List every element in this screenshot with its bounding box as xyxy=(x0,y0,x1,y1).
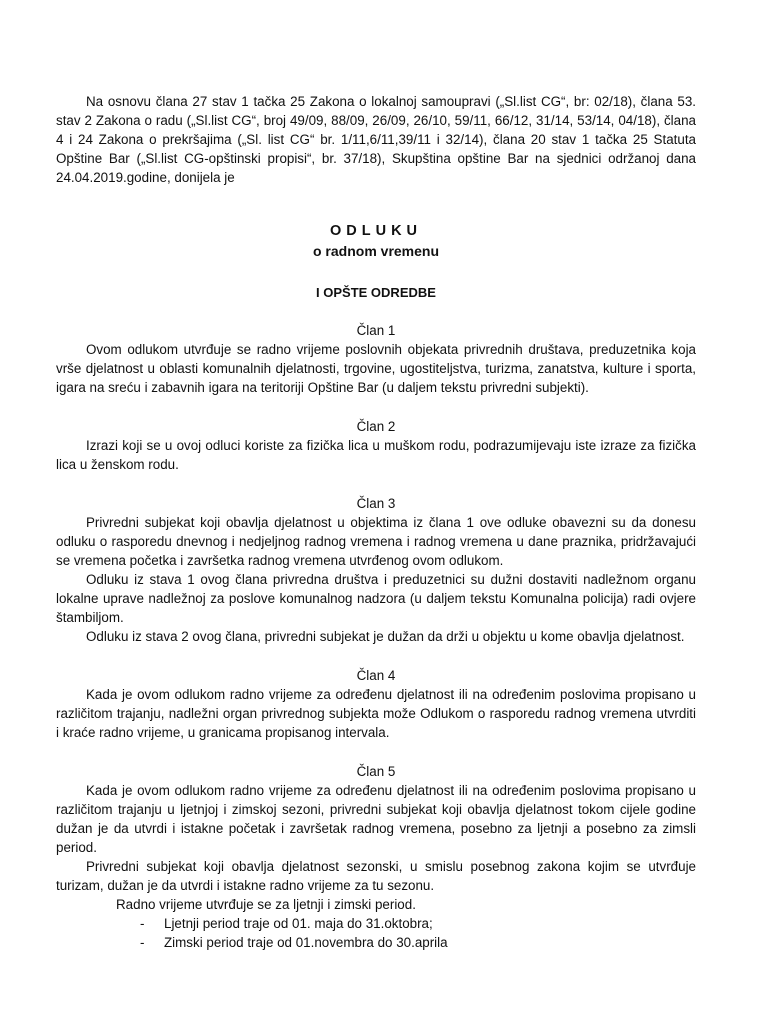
list-item xyxy=(140,914,696,933)
dash-bullet: - xyxy=(140,935,145,950)
document-title: ODLUKU xyxy=(329,223,423,239)
article-3-paragraph-1: Privredni subjekat koji obavlja djelatnost u objektima iz člana 1 ove odluke obavezni su da donesu odluku o rasporedu dnevnog i nedjeljnog radnog vremena i radnog vremena u dane praznika, pridržavajući se vremena početka i završetka radnog vremena utvrđenog ovom odlukom. xyxy=(56,515,696,568)
article-2-heading: Član 2 xyxy=(356,419,396,434)
article-1-paragraph-1: Ovom odlukom utvrđuje se radno vrijeme poslovnih objekata privrednih društava, preduzetnika koja vrše djelatnost u oblasti komunalnih djelatnosti, trgovine, ugostiteljstva, turizma, zanatstva, kulture i sporta, igara na sreću i zabavnih igara na teritoriji Opštine Bar (u daljem tekstu privredni subjekti). xyxy=(56,342,696,395)
dash-bullet: - xyxy=(140,916,145,931)
section-heading: I OPŠTE ODREDBE xyxy=(316,285,436,300)
document-subtitle: o radnom vremenu xyxy=(312,243,440,259)
list-item-text: Zimski period traje od 01.novembra do 30.aprila xyxy=(164,935,448,950)
article-2-paragraph-1: Izrazi koji se u ovoj odluci koriste za fizička lica u muškom rodu, podrazumijevaju iste izraze za fizička lica u ženskom rodu. xyxy=(56,438,696,472)
list-item xyxy=(140,933,696,952)
article-4-heading: Član 4 xyxy=(356,668,396,683)
list-item-text: Ljetnji period traje od 01. maja do 31.oktobra; xyxy=(164,916,433,931)
article-3-paragraph-2: Odluku iz stava 1 ovog člana privredna društva i preduzetnici su dužni dostaviti nadležnom organu lokalne uprave nadležnoj za poslove komunalnog nadzora (u daljem tekstu Komunalna policija) radi ovjere štambiljom. xyxy=(56,572,696,625)
article-3-paragraph-3: Odluku iz stava 2 ovog člana, privredni subjekat je dužan da drži u objektu u kome obavlja djelatnost. xyxy=(86,629,685,644)
article-5-period-line: Radno vrijeme utvrđuje se za ljetnji i zimski period. xyxy=(116,897,416,912)
article-5-heading: Član 5 xyxy=(356,764,396,779)
article-4-paragraph-1: Kada je ovom odlukom radno vrijeme za određenu djelatnost ili na određenim poslovima propisano u različitom trajanju, nadležni organ privrednog subjekta može Odlukom o rasporedu radnog vremena utvrditi i kraće radno vrijeme, u granicama propisanog intervala. xyxy=(56,687,696,740)
article-3-heading: Član 3 xyxy=(356,496,396,511)
article-1-heading: Član 1 xyxy=(356,323,396,338)
article-5-paragraph-2: Privredni subjekat koji obavlja djelatnost sezonski, u smislu posebnog zakona kojim se utvrđuje turizam, dužan je da utvrdi i istakne radno vrijeme za tu sezonu. xyxy=(56,859,696,893)
period-list xyxy=(56,914,696,952)
article-5-paragraph-1: Kada je ovom odlukom radno vrijeme za određenu djelatnost ili na određenim poslovima propisano u različitom trajanju u ljetnjoj i zimskoj sezoni, privredni subjekat koji obavlja djelatnost tokom cijele godine dužan je da utvrdi i istakne početak i završetak radnog vremena, posebno za ljetnji a posebno za zimsli period. xyxy=(56,783,696,855)
preamble-paragraph: Na osnovu člana 27 stav 1 tačka 25 Zakona o lokalnoj samoupravi („Sl.list CG“, br: 02/18), člana 53. stav 2 Zakona o radu („Sl.list CG“, broj 49/09, 88/09, 26/09, 26/10, 59/11, 66/12, 31/14, 53/14, 04/18), člana 4 i 24 Zakona o prekršajima („Sl. list CG“ br. 1/11,6/11,39/11 i 32/14), člana 20 stav 1 tačka 25 Statuta Opštine Bar („Sl.list CG-opštinski propisi“, br. 37/18), Skupština opštine Bar na sjednici održanoj dana 24.04.2019.godine, donijela je xyxy=(56,94,696,185)
